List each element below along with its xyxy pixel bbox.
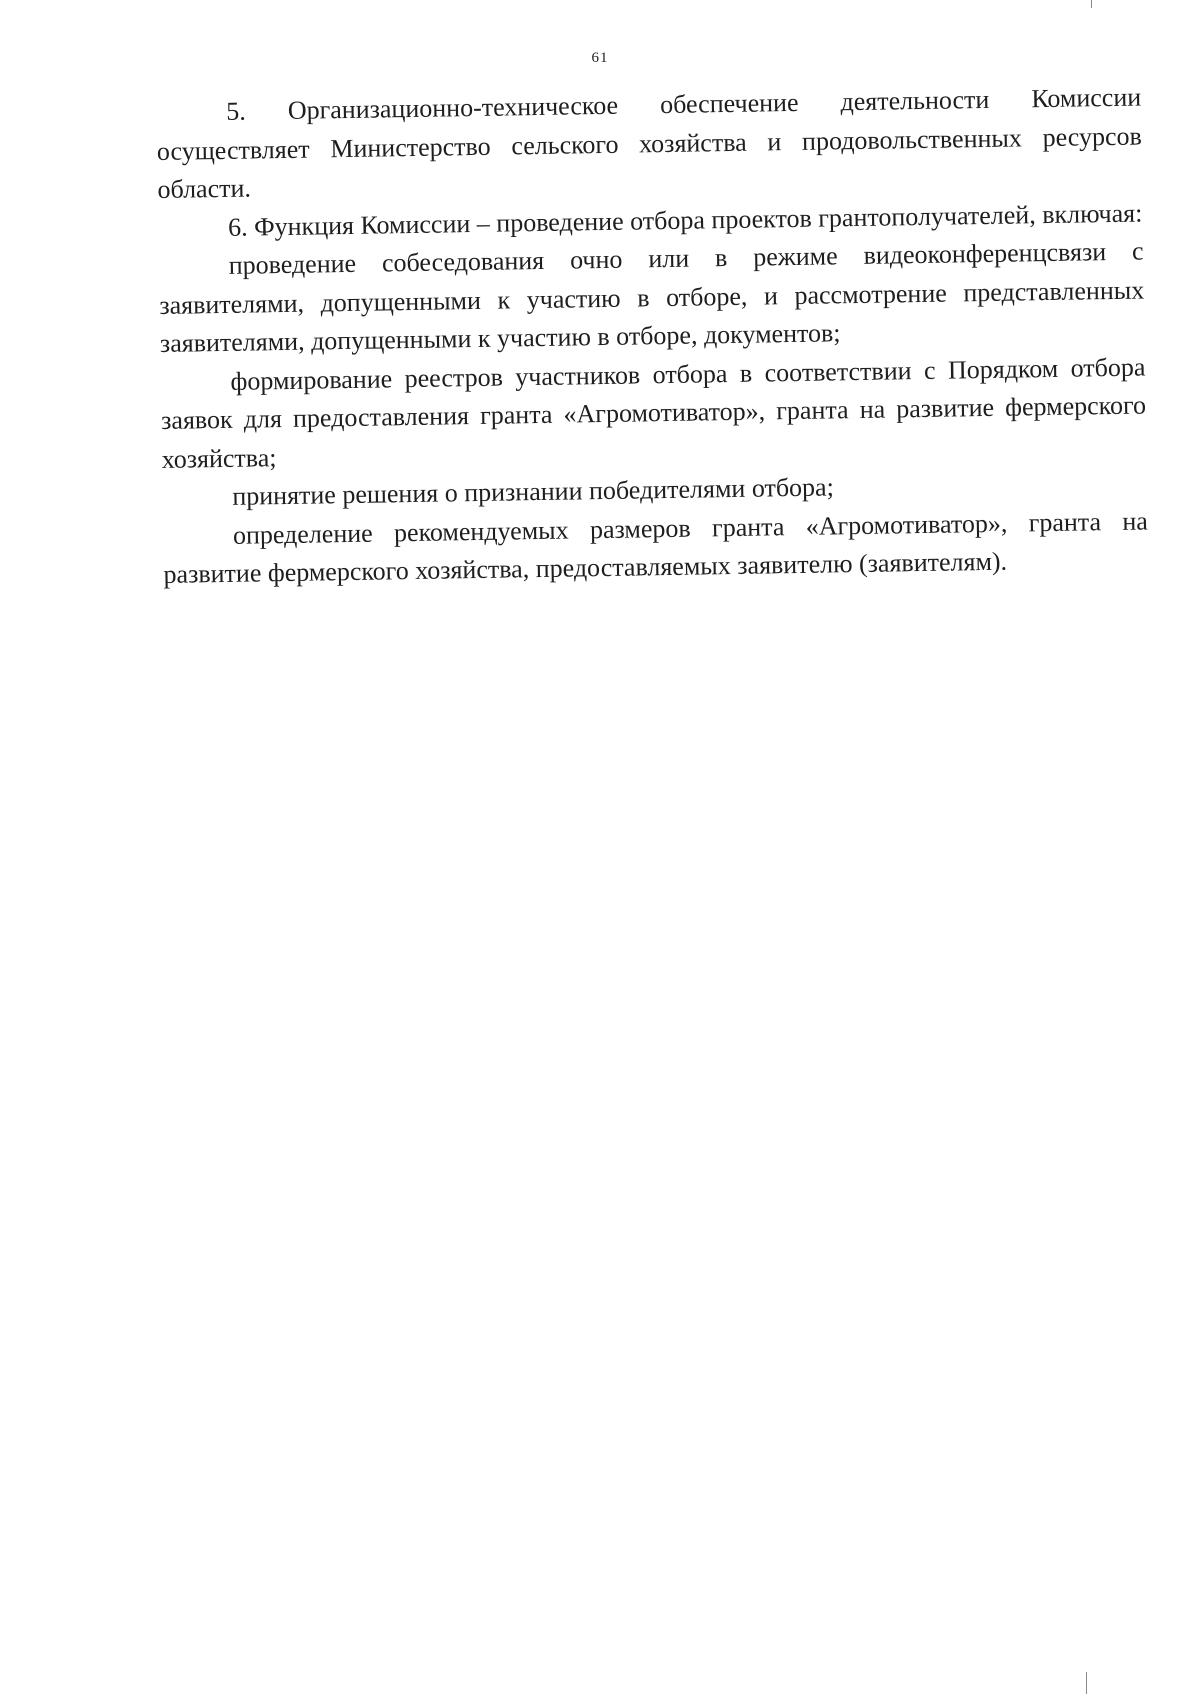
document-body xyxy=(156,79,1149,595)
paragraph-interview: проведение собеседования очно или в режиме видеоконференцсвязи с заявителями, допущенными к участию в отборе, и рассмотрение представленных заявителями, допущенными к участию в отборе, документов; xyxy=(159,236,1145,358)
scan-artifact-mark xyxy=(1091,0,1092,8)
paragraph-winners: принятие решения о признании победителями отбора; xyxy=(232,472,835,511)
paragraph-item-6: 6. Функция Комиссии – проведение отбора проектов грантополучателей, включая: xyxy=(227,198,1143,242)
paragraph-registry: формирование реестров участников отбора в соответствии с Порядком отбора заявок для предоставления гранта «Агромотиватор», гранта на развитие фермерского хозяйства; xyxy=(160,351,1147,474)
scan-artifact-mark xyxy=(1086,1672,1087,1694)
paragraph-grant-size: определение рекомендуемых размеров гранта «Агромотиватор», гранта на развитие фермерского хозяйства, предоставляемых заявителю (заявителям). xyxy=(163,505,1149,589)
page-number: 61 xyxy=(591,50,609,66)
paragraph-item-5: 5. Организационно-техническое обеспечение деятельности Комиссии осуществляет Министерство сельского хозяйства и продовольственных ресурсов области. xyxy=(156,82,1143,204)
